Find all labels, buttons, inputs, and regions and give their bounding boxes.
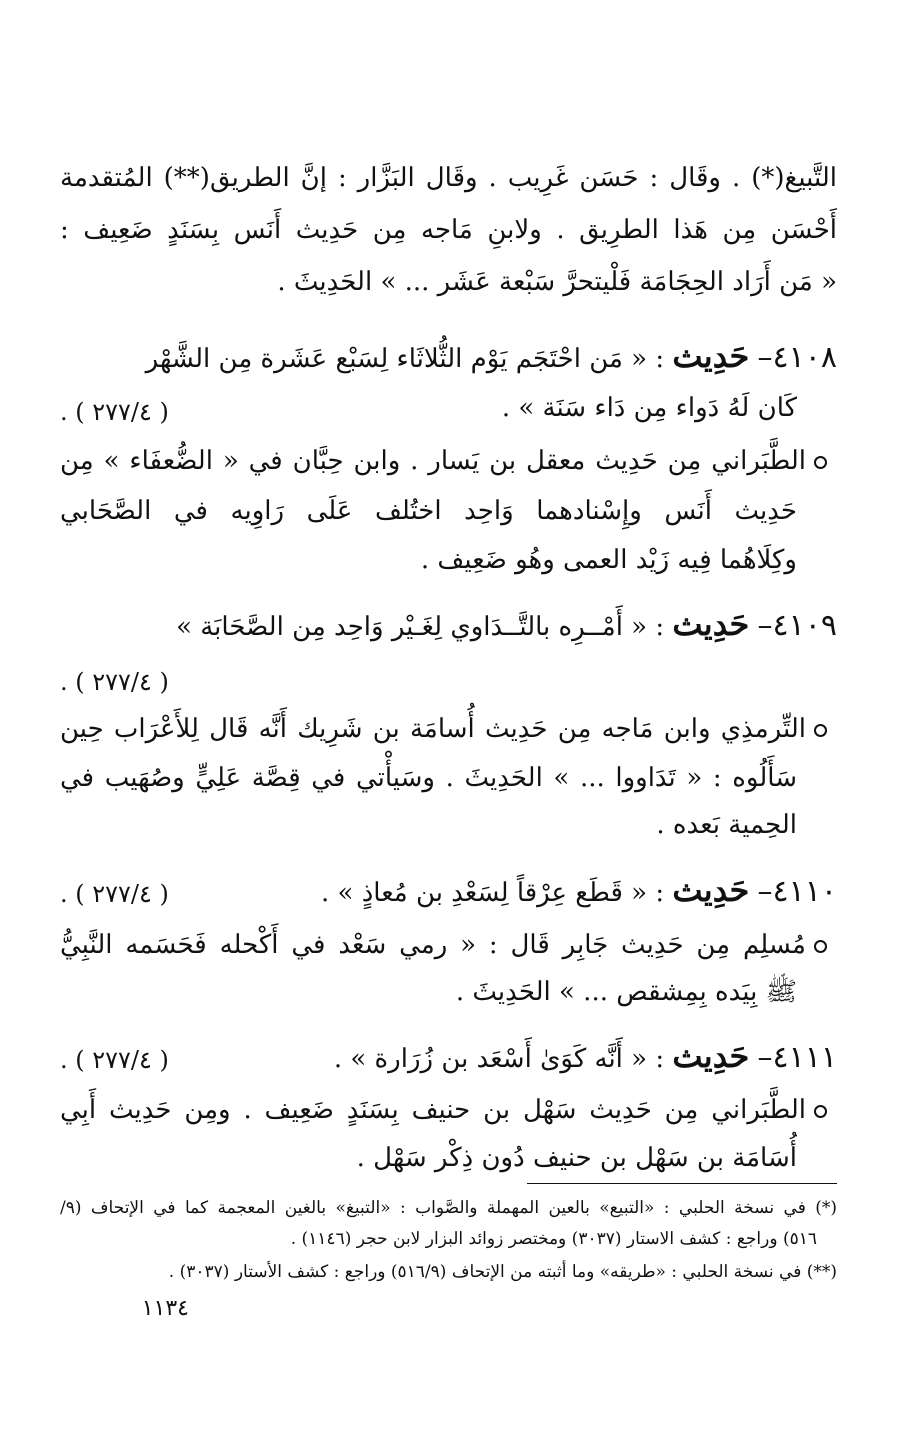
hadith-4110-comment-1 (60, 925, 827, 965)
hadith-text: : « قَطَع عِرْقاً لِسَعْدِ بن مُعاذٍ » . (321, 878, 665, 908)
hadith-4109-heading (60, 604, 837, 647)
circle-bullet-icon (814, 724, 827, 737)
hadith-4109-comment-3: الحِمية بَعده . (656, 810, 797, 840)
intro-line-1: التَّبيغ(*) . وقَال : حَسَن غَرِيب . وقَال البَزَّار : إنَّ الطريق(**) المُتقدمة (60, 163, 837, 193)
footnote-separator (527, 1183, 837, 1184)
comment-text: الطَّبَراني مِن حَدِيث سَهْل بن حنيف بِسَنَدٍ ضَعِيف . ومِن حَدِيث أَبِي (60, 1095, 806, 1125)
intro-line-3: « مَن أَرَاد الحِجَامَة فَلْيتحرَّ سَبْعة عَشَر ... » الحَدِيثَ . (277, 267, 837, 297)
footnote-2: (**) في نسخة الحلبي : «طريقه» وما أثبته من الإتحاف (٥١٦/٩) وراجع : كشف الأستار (٣٠٣٧) . (168, 1262, 837, 1282)
hadith-word: حَدِيث (672, 1037, 750, 1075)
hadith-word: حَدِيث (672, 871, 750, 909)
hadith-text: : « أَمْــرِه بالتَّــدَاوي لِغَـيْر وَاحِد مِن الصَّحَابَة » (176, 612, 665, 642)
hadith-4110-ref: ( ٢٧٧/٤ ) . (60, 880, 169, 908)
hadith-text: : « أَنَّه كَوَىٰ أَسْعَد بن زُرَارة » . (333, 1044, 665, 1074)
intro-line-2: أَحْسَن مِن هَذا الطرِيق . ولابنِ مَاجه مِن حَدِيث أَنَس بِسَنَدٍ ضَعِيف : (60, 215, 837, 245)
hadith-4109-comment-1 (60, 709, 827, 749)
hadith-number: ٤١٠٨– (757, 340, 837, 375)
comment-text: الطَّبَراني مِن حَدِيث معقل بن يَسار . وابن حِبَّان في « الضُّعفَاء » مِن (60, 446, 806, 476)
hadith-4111-ref: ( ٢٧٧/٤ ) . (60, 1046, 169, 1074)
hadith-number: ٤١١٠– (757, 874, 837, 909)
footnote-1-line-1: (*) في نسخة الحلبي : «التبيع» بالعين المهملة والصَّواب : «التبيغ» بالغين المعجمة كما في الإتحاف (٩/ (60, 1198, 837, 1218)
comment-text: التِّرمذِي وابن مَاجه مِن حَدِيث أُسامَة بن شَرِيك أَنَّه قَال لِلأَعْرَاب حِين (60, 714, 806, 744)
hadith-4111-heading (60, 1036, 837, 1079)
circle-bullet-icon (814, 1105, 827, 1118)
hadith-4108-comment-3: وكِلَاهُما فِيه زَيْد العمى وهُو ضَعِيف . (420, 545, 797, 575)
hadith-4110-heading (60, 870, 837, 913)
hadith-4108-comment-2: حَدِيث أَنَس وإِسْنادهما وَاحِد اختُلف عَلَى رَاوِيه في الصَّحَابي (60, 496, 797, 526)
hadith-4111-comment-1 (60, 1090, 827, 1130)
hadith-word: حَدِيث (672, 337, 750, 375)
hadith-4108-ref: ( ٢٧٧/٤ ) . (60, 398, 169, 426)
footnote-1-line-2: ٥١٦) وراجع : كشف الاستار (٣٠٣٧) ومختصر زوائد البزار لابن حجر (١١٤٦) . (290, 1229, 817, 1249)
hadith-4111-comment-2: أُسَامَة بن سَهْل بن حنيف دُون ذِكْر سَهْل . (356, 1143, 797, 1173)
hadith-text: : « مَن احْتَجَم يَوْم الثُّلاثَاء لِسَبْع عَشَرة مِن الشَّهْر (145, 344, 665, 374)
hadith-4109-comment-2: سَأَلُوه : « تَدَاووا ... » الحَدِيثَ . وسَيأْتي في قِصَّة عَلِيٍّ وصُهَيب في (60, 763, 797, 793)
circle-bullet-icon (814, 940, 827, 953)
hadith-4108-comment-1 (60, 441, 827, 481)
circle-bullet-icon (814, 456, 827, 469)
hadith-word: حَدِيث (672, 605, 750, 643)
comment-text: مُسلِم مِن حَدِيث جَابِر قَال : « رمي سَعْد في أَكْحله فَحَسَمه النَّبِيُّ (60, 930, 806, 960)
hadith-4108-heading (60, 336, 837, 379)
hadith-number: ٤١٠٩– (757, 608, 837, 643)
hadith-number: ٤١١١– (757, 1040, 837, 1075)
hadith-4110-comment-2: ﷺ بِيَده بِمِشقص ... » الحَدِيثَ . (455, 977, 797, 1007)
hadith-4109-ref: ( ٢٧٧/٤ ) . (60, 668, 169, 696)
hadith-4108-text-2: كَان لَهُ دَواء مِن دَاء سَنَة » . (501, 393, 797, 423)
page-number: ١١٣٤ (141, 1296, 189, 1321)
